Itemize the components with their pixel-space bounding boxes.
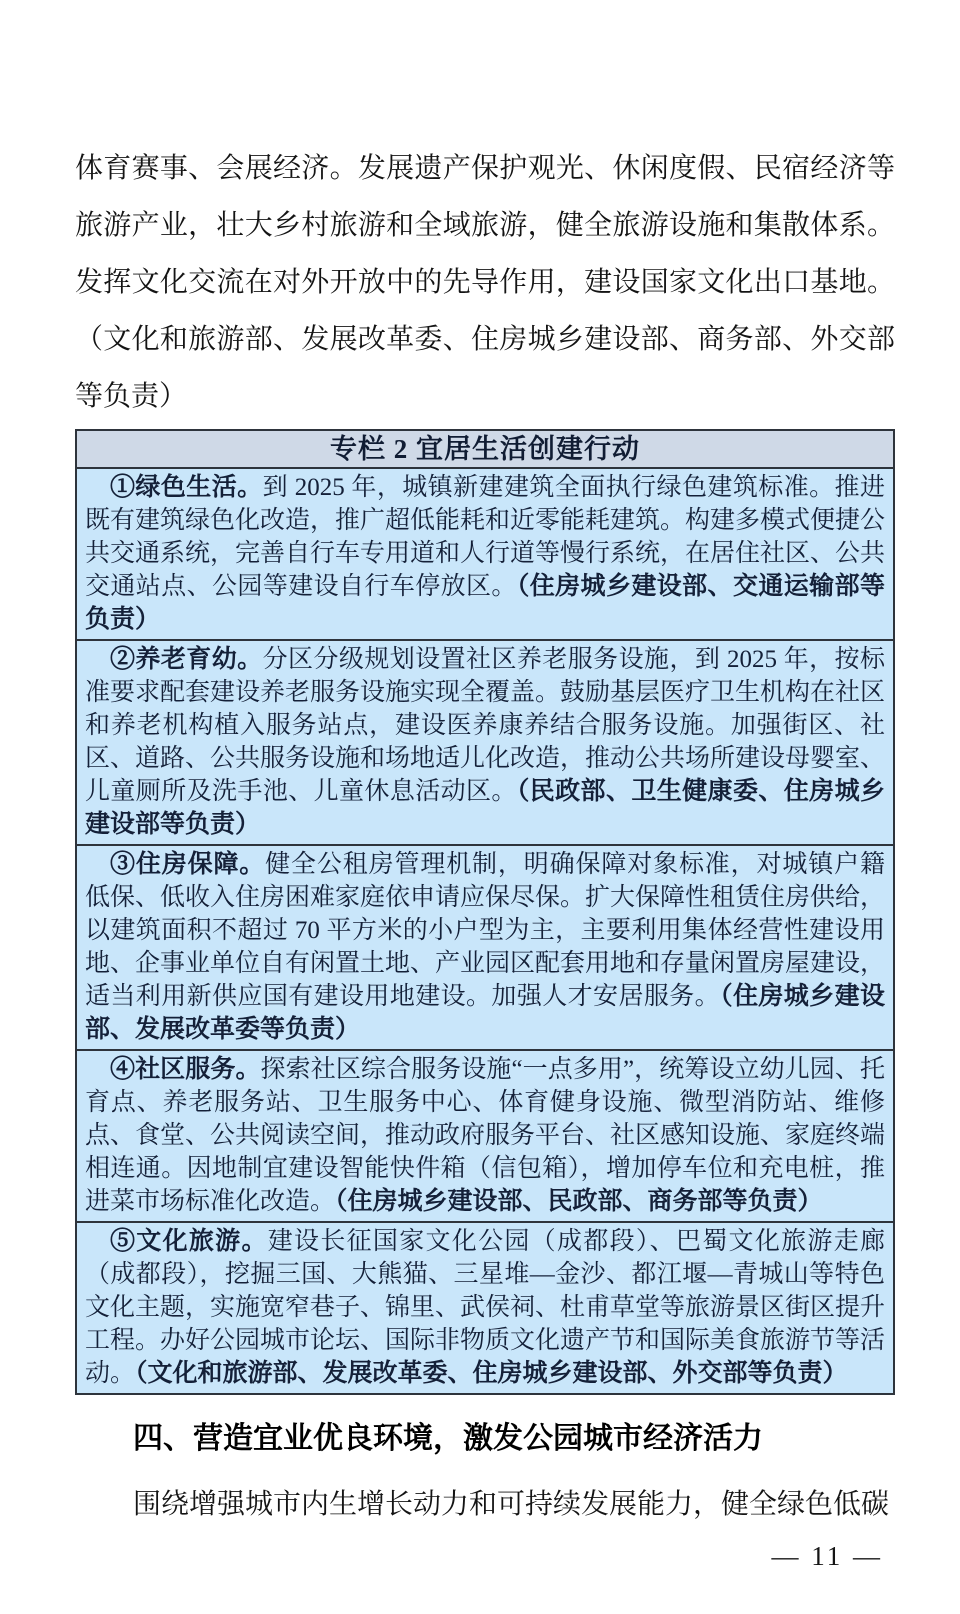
item-responsible: （民政部、卫生健康委、住房城乡建设部等负责） — [85, 778, 885, 838]
item-label: ④社区服务。 — [110, 1056, 261, 1083]
item-text: 分区分级规划设置社区养老服务设施，到 2025 年，按标准要求配套建设养老服务设施实现全覆盖。鼓励基层医疗卫生机构在社区和养老机构植入服务站点，建设医养康养结合服务设施。加强街区、社区、道路、公共服务设施和场地适儿化改造，推动公共场所建设母婴室、儿童厕所及洗手池、儿童休息活动区。 — [85, 646, 886, 805]
item-responsible: （文化和旅游部、发展改革委、住房城乡建设部、外交部等负责） — [135, 1360, 848, 1387]
box-item-elderly-childcare — [77, 639, 893, 844]
item-text: 健全公租房管理机制，明确保障对象标准，对城镇户籍低保、低收入住房困难家庭依申请应保尽保。扩大保障性租赁住房供给，以建筑面积不超过 70 平方米的小户型为主，主要利用集体经营性建设用地、企事业单位自有闲置土地、产业园区配套用地和存量闲置房屋建设，适当利用新供应国有建设用地建设。加强人才安居服务。 — [85, 851, 886, 1010]
item-label: ②养老育幼。 — [110, 646, 263, 673]
item-responsible: （住房城乡建设部、交通运输部等负责） — [85, 573, 885, 633]
item-text: 建设长征国家文化公园（成都段）、巴蜀文化旅游走廊（成都段），挖掘三国、大熊猫、三星堆—金沙、都江堰—青城山等特色文化主题，实施宽窄巷子、锦里、武侯祠、杜甫草堂等旅游景区街区提升工程。办好公园城市论坛、国际非物质文化遗产节和国际美食旅游节等活动。 — [85, 1228, 886, 1387]
item-responsible: （住房城乡建设部、发展改革委等负责） — [85, 983, 885, 1043]
item-text: 探索社区综合服务设施“一点多用”，统筹设立幼儿园、托育点、养老服务站、卫生服务中心、体育健身设施、微型消防站、维修点、食堂、公共阅读空间，推动政府服务平台、社区感知设施、家庭终端相连通。因地制宜建设智能快件箱（信包箱），增加停车位和充电桩，推进菜市场标准化改造。 — [85, 1056, 886, 1215]
item-label: ⑤文化旅游。 — [110, 1228, 268, 1255]
box-item-paragraph — [85, 1225, 885, 1390]
column-box — [75, 429, 895, 1395]
box-item-community-service — [77, 1049, 893, 1221]
box-item-paragraph — [85, 471, 885, 636]
box-item-housing-security — [77, 844, 893, 1049]
intro-paragraph — [75, 140, 895, 425]
closing-paragraph: 围绕增强城市内生增长动力和可持续发展能力，健全绿色低碳 — [133, 1489, 890, 1520]
intro-line-2: 旅游产业，壮大乡村旅游和全域旅游，健全旅游设施和集散体系。 — [75, 210, 895, 241]
intro-line-4: （文化和旅游部、发展改革委、住房城乡建设部、商务部、外交部 — [75, 324, 895, 355]
intro-line-5: 等负责） — [75, 381, 188, 412]
intro-line-1: 体育赛事、会展经济。发展遗产保护观光、休闲度假、民宿经济等 — [75, 153, 895, 184]
box-item-paragraph — [85, 848, 885, 1046]
section-heading: 四、营造宜业优良环境，激发公园城市经济活力 — [133, 1422, 763, 1455]
column-box-title: 专栏 2 宜居生活创建行动 — [77, 431, 893, 469]
item-text: 到 2025 年，城镇新建建筑全面执行绿色建筑标准。推进既有建筑绿色化改造，推广超低能耗和近零能耗建筑。构建多模式便捷公共交通系统，完善自行车专用道和人行道等慢行系统，在居住社区、公共交通站点、公园等建设自行车停放区。 — [85, 474, 886, 600]
item-label: ③住房保障。 — [110, 851, 266, 878]
page-number: — 11 — — [771, 1541, 883, 1571]
box-item-culture-tourism — [77, 1221, 893, 1393]
box-item-paragraph — [85, 643, 885, 841]
document-page — [0, 140, 960, 1614]
box-item-paragraph — [85, 1053, 885, 1218]
item-label: ①绿色生活。 — [110, 474, 263, 501]
page-content — [75, 140, 895, 1572]
item-responsible: （住房城乡建设部、民政部、商务部等负责） — [335, 1188, 823, 1215]
intro-line-3: 发挥文化交流在对外开放中的先导作用，建设国家文化出口基地。 — [75, 267, 895, 298]
box-item-green-life — [77, 469, 893, 639]
